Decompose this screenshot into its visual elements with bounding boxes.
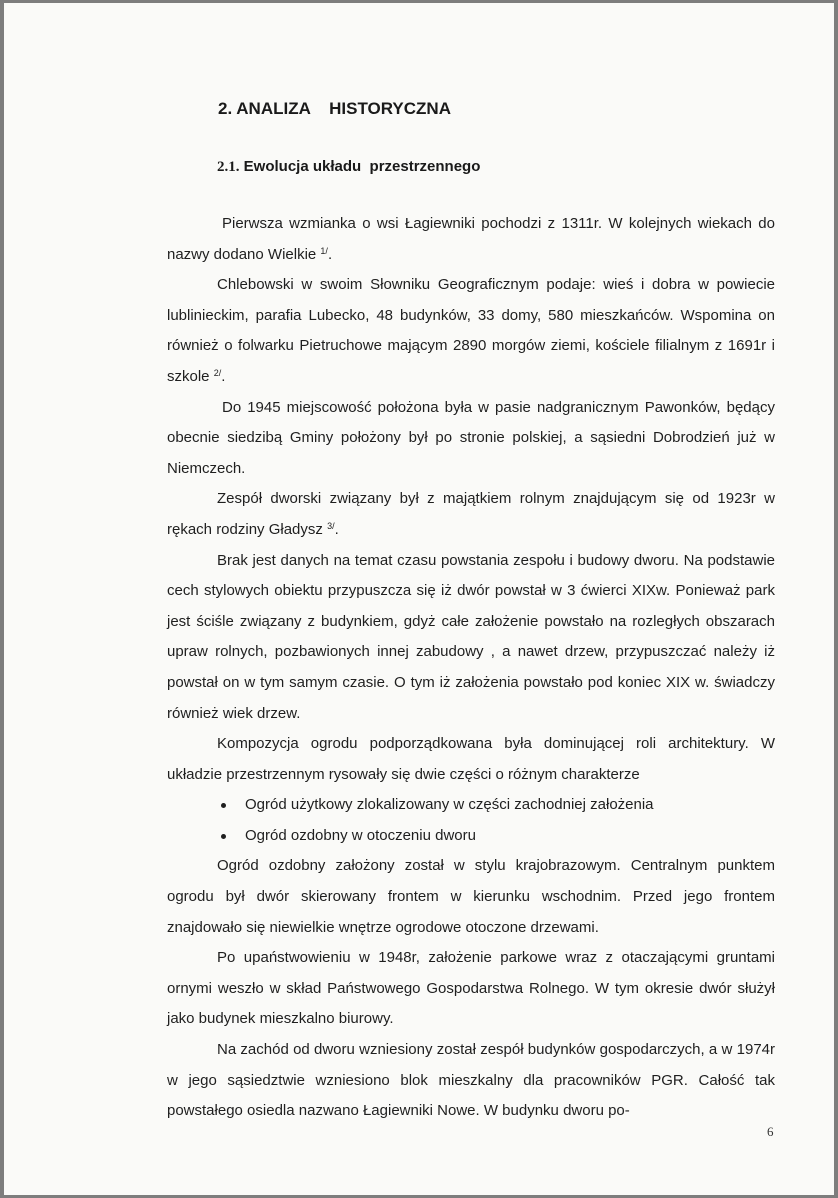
- page-number: 6: [767, 1124, 774, 1139]
- subsection-number: 2.1.: [217, 159, 240, 175]
- subsection-heading: [217, 158, 480, 176]
- paragraph-text: Po upaństwowieniu w 1948r, założenie parkowe wraz z otaczającymi gruntami ornymi weszło w skład Państwowego Gospodarstwa Rolnego. W tym okresie dwór służył jako budynek mieszkalno biurowy.: [167, 949, 775, 1028]
- section-heading: 2. ANALIZA HISTORYCZNA: [218, 99, 451, 118]
- paragraph: [167, 943, 775, 1035]
- paragraph: [167, 546, 775, 730]
- paragraph: [167, 729, 775, 790]
- paragraph: [167, 1035, 775, 1127]
- footnote-ref: 2/: [213, 367, 222, 378]
- paragraph-text: Na zachód od dworu wzniesiony został zespół budynków gospodarczych, a w 1974r w jego sąsiedztwie wzniesiono blok mieszkalny dla pracowników PGR. Całość tak powstałego osiedla nazwano Łagiewniki Nowe. W budynku dworu po-: [167, 1041, 775, 1120]
- document-page: [4, 3, 834, 1195]
- list-item: Ogród ozdobny w otoczeniu dworu: [221, 821, 775, 852]
- paragraph: [167, 484, 775, 545]
- list-item: Ogród użytkowy zlokalizowany w części zachodniej założenia: [221, 790, 775, 821]
- bullet-list: [167, 790, 775, 851]
- paragraph: [167, 270, 775, 392]
- paragraph-text: Pierwsza wzmianka o wsi Łagiewniki pochodzi z 1311r. W kolejnych wiekach do nazwy dodano Wielkie: [167, 215, 775, 263]
- document-body: [167, 209, 775, 1127]
- paragraph-tail: .: [327, 245, 333, 263]
- footnote-ref: 3/: [327, 520, 335, 531]
- paragraph-text: Chlebowski w swoim Słowniku Geograficznym podaje: wieś i dobra w powiecie lublinieckim, parafia Lubecko, 48 budynków, 33 domy, 580 mieszkańców. Wspomina on również o folwarku Pietruchowe mającym 2890 morgów ziemi, kościele filialnym z 1691r i szkole: [167, 276, 775, 385]
- paragraph-text: Kompozycja ogrodu podporządkowana była dominującej roli architektury. W układzie przestrzennym rysowały się dwie części o różnym charakterze: [167, 735, 775, 783]
- footnote-ref: 1/: [320, 245, 328, 256]
- paragraph-tail: .: [221, 367, 226, 385]
- paragraph-text: Brak jest danych na temat czasu powstania zespołu i budowy dworu. Na podstawie cech stylowych obiektu przypuszcza się iż dwór powstał w 3 ćwierci XIXw. Ponieważ park jest ściśle związany z budynkiem, gdyż całe założenie powstało na rozległych obszarach upraw rolnych, pozbawionych innej zabudowy , a nawet drzew, przypuszczać należy iż powstał on w tym samym czasie. O tym iż założenia powstało pod koniec XIX w. świadczy również wiek drzew.: [167, 551, 775, 722]
- subsection-title: Ewolucja układu przestrzennego: [243, 158, 481, 175]
- paragraph: [167, 393, 775, 485]
- paragraph-text: Do 1945 miejscowość położona była w pasie nadgranicznym Pawonków, będący obecnie siedzibą Gminy położony był po stronie polskiej, a sąsiedni Dobrodzień już w Niemczech.: [167, 398, 775, 477]
- paragraph: [167, 209, 775, 270]
- paragraph-text: Ogród ozdobny założony został w stylu krajobrazowym. Centralnym punktem ogrodu był dwór skierowany frontem w kierunku wschodnim. Przed jego frontem znajdowało się niewielkie wnętrze ogrodowe otoczone drzewami.: [167, 857, 775, 936]
- paragraph-tail: .: [334, 520, 339, 538]
- paragraph: [167, 851, 775, 943]
- paragraph-text: Zespół dworski związany był z majątkiem rolnym znajdującym się od 1923r w rękach rodziny Gładysz: [167, 490, 775, 538]
